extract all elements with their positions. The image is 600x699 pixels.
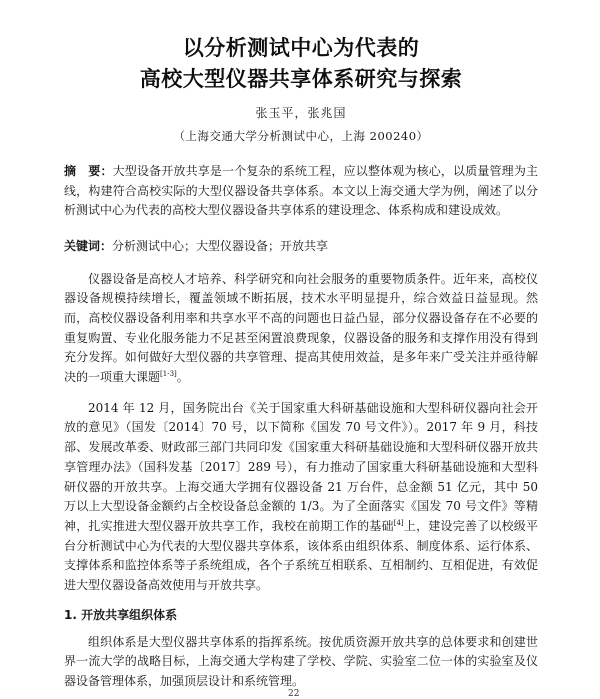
paragraph-organization: 组织体系是大型仪器共享体系的指挥系统。按优质资源开放共享的总体要求和创建世界一流大学的战略目标，上海交通大学构建了学校、学院、实验室二位一体的实验室及仪器设备管理体系，加强顶层设计和系统管理。 — [64, 634, 538, 689]
keywords-text: 分析测试中心；大型仪器设备；开放共享 — [112, 238, 329, 253]
abstract-text: 大型设备开放共享是一个复杂的系统工程，应以整体观为核心，以质量管理为主线，构建符合高校实际的大型仪器设备共享体系。本文以上海交通大学为例，阐述了以分析测试中心为代表的高校大型仪器设备共享体系的建设理念、体系构成和建设成效。 — [64, 164, 538, 217]
affiliation: （上海交通大学分析测试中心，上海 200240） — [173, 129, 429, 143]
abstract — [64, 162, 538, 221]
title-line-2: 高校大型仪器共享体系研究与探索 — [139, 67, 463, 91]
paragraph-intro — [64, 270, 538, 388]
keywords-label: 关键词： — [64, 238, 113, 253]
paragraph-policy — [64, 399, 538, 596]
title-line-1: 以分析测试中心为代表的 — [182, 36, 420, 60]
citation-ref: [4] — [393, 518, 404, 527]
citation-ref: [1-3] — [160, 370, 177, 379]
section-heading: 1. 开放共享组织体系 — [64, 607, 178, 622]
abstract-label: 摘 要： — [64, 164, 113, 178]
keywords — [64, 237, 538, 256]
paragraph-policy-text: 2014 年 12 月，国务院出台《关于国家重大科研基础设施和大型科研仪器向社会开放的意见》（国发〔2014〕70 号，以下简称《国发 70 号文件》）。2017 年 9 月，科技部、发展改革委、财政部三部门共同印发《国家重大科研基础设施和大型科研仪器开放共享管理办法》（国科发基〔2017〕289 号），有力推动了国家重大科研基础设施和大型科研仪器的开放共享。上海交通大学拥有仪器设备 21 万台件，总金额 51 亿元，其中 50 万以上大型设备金额约占全校设备总金额的 1/3。为了全面落实《国发 70 号文件》等精神，扎实推进大型仪器开放共享工作，我校在前期工作的基础 — [64, 400, 538, 533]
page-number: 22 — [288, 689, 300, 699]
paragraph-intro-end: 。 — [176, 370, 189, 385]
paragraph-intro-text: 仪器设备是高校人才培养、科学研究和向社会服务的重要物质条件。近年来，高校仪器设备规模持续增长，覆盖领域不断拓展，技术水平明显提升，综合效益日益显现。然而，高校仪器设备利用率和共享水平不高的问题也日益凸显，部分仪器设备存在不必要的重复购置、专业化服务能力不足甚至闲置浪费现象，仪器设备的服务和支撑作用没有得到充分发挥。如何做好大型仪器的共享管理、提高其使用效益，是多年来广受关注并亟待解决的一项重大课题 — [64, 271, 538, 385]
paragraph-policy-end: 上，建设完善了以校级平台分析测试中心为代表的大型仪器共享体系，该体系由组织体系、制度体系、运行体系、支撑体系和监控体系等子系统组成，各个子系统互相联系、互相制约、互相促进，有效促进大型仪器设备高效使用与开放共享。 — [64, 518, 538, 593]
authors: 张玉平，张兆国 — [255, 106, 347, 120]
